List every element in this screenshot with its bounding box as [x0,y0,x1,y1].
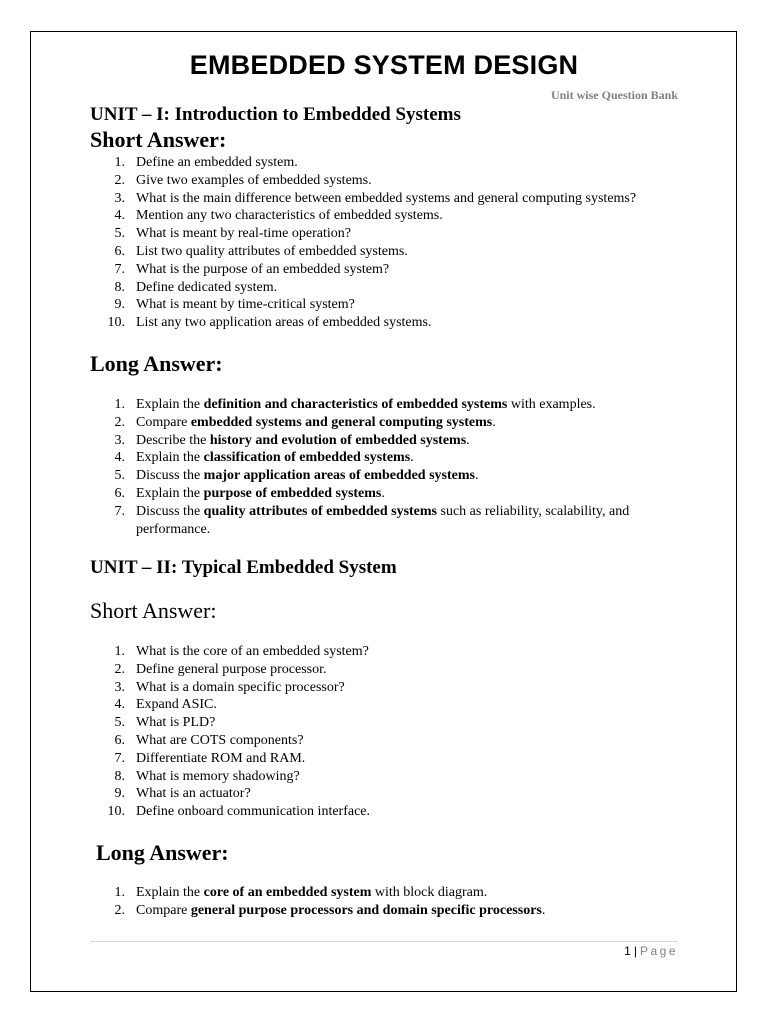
question-text: What is a domain specific processor? [136,679,345,695]
list-item [90,432,690,450]
list-number: 6. [114,732,125,748]
question-text-post: with block diagram. [371,885,488,900]
question-text: List any two application areas of embedded systems. [136,315,432,331]
question-text: What is an actuator? [136,786,251,802]
page-label: Page [639,944,678,958]
list-number: 7. [114,750,125,766]
list-item [90,643,690,661]
question-text: What is memory shadowing? [136,768,300,784]
question-text: What is meant by real-time operation? [136,226,351,242]
question-text-bold: quality attributes of embedded systems [203,503,438,519]
question-text: List two quality attributes of embedded systems. [136,243,408,259]
page-number: 1 [624,944,631,958]
list-number: 7. [114,261,125,277]
list-item [90,485,690,503]
question-text-bold: purpose of embedded systems [203,485,382,501]
question-text-bold: major application areas of embedded systems [203,468,475,484]
question-text-pre: Discuss the [136,468,204,484]
question-text-pre: Describe the [136,432,210,448]
list-number: 2. [114,902,125,918]
unit-2-long-answer-list [90,884,690,920]
list-item [90,396,690,414]
list-item [90,261,690,279]
question-text: Differentiate ROM and RAM. [136,750,306,766]
list-number: 9. [114,297,125,313]
question-text-bold: embedded systems and general computing systems [190,414,493,430]
list-item [90,503,690,539]
list-number: 5. [114,468,125,484]
footer-divider [90,941,678,942]
question-text-pre: Explain the [136,885,204,900]
list-number: 2. [114,414,125,430]
question-text: Give two examples of embedded systems. [136,172,372,188]
question-text: What is PLD? [136,715,216,731]
list-number: 1. [114,644,125,659]
list-item [90,225,690,243]
list-number: 8. [114,279,125,295]
unit-2-short-answer-heading: Short Answer: [90,598,217,623]
list-item [90,750,690,768]
list-number: 4. [114,697,125,713]
question-text-bold: general purpose processors and domain specific processors [190,902,542,918]
unit-1-short-answer-list [90,154,690,332]
list-item [90,714,690,732]
question-text-bold: core of an embedded system [203,885,372,900]
question-text-post: . [541,902,546,918]
list-item [90,732,690,750]
question-text-pre: Explain the [136,450,204,466]
list-number: 10. [107,315,125,331]
question-text-bold: history and evolution of embedded systems [209,432,467,448]
question-text: Define general purpose processor. [136,661,327,677]
unit-1-heading: UNIT – I: Introduction to Embedded Systems [90,104,461,125]
list-number: 4. [114,450,125,466]
unit-1-long-answer-heading: Long Answer: [90,351,223,376]
unit-2-long-answer-heading: Long Answer: [96,840,229,865]
list-item [90,803,690,821]
question-text: Define an embedded system. [136,155,298,170]
list-item [90,279,690,297]
question-text-post: . [474,468,479,484]
question-text-post: with examples. [507,397,596,412]
unit-2-heading: UNIT – II: Typical Embedded System [90,557,397,578]
question-text-bold: classification of embedded systems [203,450,411,466]
question-text: What is meant by time-critical system? [136,297,355,313]
question-text: What is the purpose of an embedded system? [136,261,390,277]
question-text-post: . [492,414,496,430]
question-text-pre: Compare [136,414,191,430]
list-number: 1. [114,397,125,412]
list-item [90,785,690,803]
list-item [90,296,690,314]
question-text: Define dedicated system. [136,279,278,295]
question-text: What is the main difference between embedded systems and general computing systems? [136,190,637,206]
question-text-post: . [381,485,385,501]
question-text: Expand ASIC. [136,697,217,713]
list-number: 2. [114,661,125,677]
question-text-pre: Explain the [136,485,204,501]
list-number: 7. [114,503,125,519]
list-number: 6. [114,485,125,501]
question-text-post: . [466,432,470,448]
list-item [90,172,690,190]
footer-separator: | [633,944,637,958]
unit-1-short-answer-heading: Short Answer: [90,127,227,152]
list-item [90,768,690,786]
list-number: 8. [114,768,125,784]
question-text-pre: Discuss the [136,503,204,519]
question-text: What are COTS components? [136,732,304,748]
list-item [90,884,690,902]
unit-2-short-answer-list [90,643,690,821]
document-title: EMBEDDED SYSTEM DESIGN [189,50,579,80]
list-number: 6. [114,243,125,259]
question-text-bold: definition and characteristics of embedded systems [203,397,508,412]
list-item [90,679,690,697]
document-subtitle: Unit wise Question Bank [550,88,678,102]
unit-1-long-answer-list [90,396,690,538]
list-item [90,314,690,332]
question-text: Define onboard communication interface. [136,804,371,820]
list-number: 3. [114,432,125,448]
question-text-pre: Compare [136,902,191,918]
list-item [90,661,690,679]
list-item [90,696,690,714]
list-number: 1. [114,155,125,170]
list-number: 3. [114,190,125,206]
list-number: 4. [114,208,125,224]
question-text: Mention any two characteristics of embedded systems. [136,208,443,224]
list-number: 1. [114,885,125,900]
list-item [90,243,690,261]
list-number: 5. [114,715,125,731]
question-text: What is the core of an embedded system? [136,644,369,659]
list-item [90,154,690,172]
page-footer [624,944,678,958]
list-number: 2. [114,172,125,188]
list-number: 5. [114,226,125,242]
list-item [90,467,690,485]
list-number: 9. [114,786,125,802]
list-item [90,414,690,432]
list-item [90,449,690,467]
question-text-pre: Explain the [136,397,204,412]
list-number: 3. [114,679,125,695]
list-item [90,207,690,225]
question-text-post: . [410,450,414,466]
list-item [90,190,690,208]
question-text-post: such as reliability, scalability, and performance. [136,503,630,537]
list-number: 10. [107,804,125,820]
list-item [90,902,690,920]
